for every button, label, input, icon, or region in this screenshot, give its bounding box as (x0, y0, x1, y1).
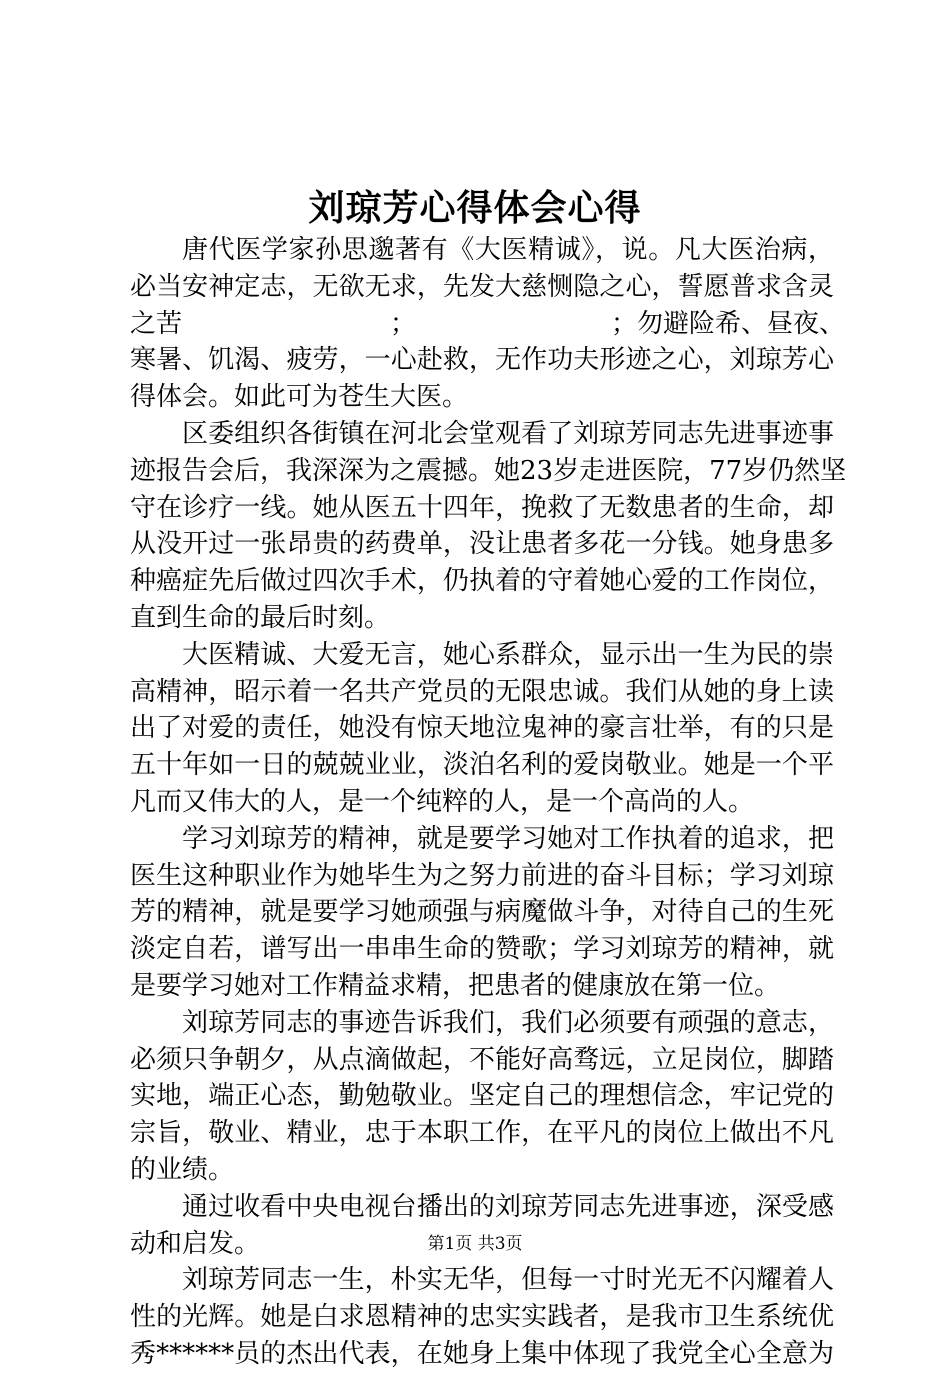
page-footer: 第1页 共3页 (427, 1234, 523, 1254)
body-line: 之苦 ； ；勿避险希、昼夜、 (130, 308, 846, 339)
body-line: 的业绩。 (130, 1154, 235, 1185)
body-line: 区委组织各街镇在河北会堂观看了刘琼芳同志先进事迹事 (182, 418, 834, 449)
body-line: 性的光辉。她是白求恩精神的忠实实践者，是我市卫生系统优 (130, 1302, 834, 1333)
body-line: 得体会。如此可为苍生大医。 (130, 382, 469, 413)
body-line: 高精神，昭示着一名共产党员的无限忠诚。我们从她的身上读 (130, 676, 834, 707)
body-line: 大医精诚、大爱无言，她心系群众，显示出一生为民的崇 (182, 639, 834, 670)
body-line: 学习刘琼芳的精神，就是要学习她对工作执着的追求，把 (182, 823, 834, 854)
body-line: 淡定自若，谱写出一串串生命的赞歌；学习刘琼芳的精神，就 (130, 934, 834, 965)
body-line: 实地，端正心态，勤勉敬业。坚定自己的理想信念，牢记党的 (130, 1081, 834, 1112)
body-line: 凡而又伟大的人，是一个纯粹的人，是一个高尚的人。 (130, 786, 755, 817)
body-line: 动和启发。 (130, 1228, 261, 1259)
body-line: 五十年如一日的兢兢业业，淡泊名利的爱岗敬业。她是一个平 (130, 750, 834, 781)
body-line: 必须只争朝夕，从点滴做起，不能好高骛远，立足岗位，脚踏 (130, 1044, 834, 1075)
body-line: 宗旨，敬业、精业，忠于本职工作，在平凡的岗位上做出不凡 (130, 1118, 834, 1149)
body-line: 通过收看中央电视台播出的刘琼芳同志先进事迹，深受感 (182, 1191, 834, 1222)
body-line: 迹报告会后，我深深为之震撼。她23岁走进医院，77岁仍然坚 (130, 455, 847, 486)
body-line: 秀******员的杰出代表，在她身上集中体现了我党全心全意为 (130, 1338, 834, 1369)
body-line: 必当安神定志，无欲无求，先发大慈恻隐之心，誓愿普求含灵 (130, 271, 834, 302)
body-line: 直到生命的最后时刻。 (130, 602, 391, 633)
body-line: 种癌症先后做过四次手术，仍执着的守着她心爱的工作岗位， (130, 566, 834, 597)
body-line: 唐代医学家孙思邈著有《大医精诚》，说。凡大医治病， (182, 235, 834, 265)
body-line: 刘琼芳同志的事迹告诉我们，我们必须要有顽强的意志， (182, 1007, 834, 1038)
body-line: 出了对爱的责任，她没有惊天地泣鬼神的豪言壮举，有的只是 (130, 713, 834, 744)
body-line: 从没开过一张昂贵的药费单，没让患者多花一分钱。她身患多 (130, 529, 834, 560)
document-body (130, 232, 847, 1373)
body-line: 是要学习她对工作精益求精，把患者的健康放在第一位。 (130, 970, 781, 1001)
body-line: 寒暑、饥渴、疲劳，一心赴救，无作功夫形迹之心，刘琼芳心 (130, 345, 834, 376)
document-title: 刘琼芳心得体会心得 (308, 188, 642, 229)
body-line: 刘琼芳同志一生，朴实无华，但每一寸时光无不闪耀着人 (182, 1265, 834, 1296)
body-line: 医生这种职业作为她毕生为之努力前进的奋斗目标；学习刘琼 (130, 860, 834, 891)
body-line: 守在诊疗一线。她从医五十四年，挽救了无数患者的生命，却 (130, 492, 834, 523)
body-line: 芳的精神，就是要学习她顽强与病魔做斗争，对待自己的生死 (130, 897, 834, 928)
